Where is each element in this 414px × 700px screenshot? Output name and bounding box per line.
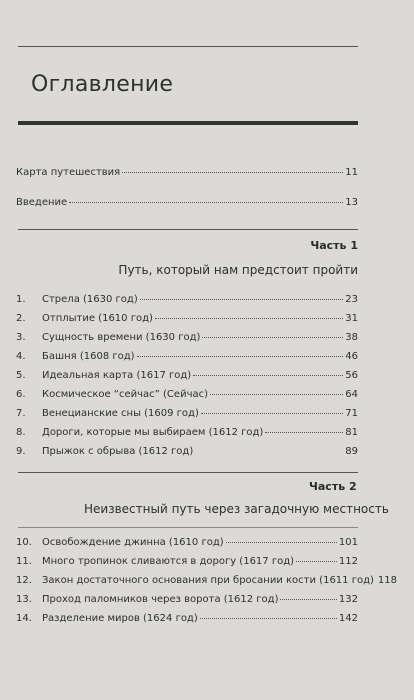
toc-entry[interactable] (16, 556, 358, 567)
entry-page: 101 (338, 537, 358, 548)
toc-entry[interactable] (16, 370, 358, 381)
leader-dots (296, 561, 337, 562)
part-number: Часть 1 (310, 239, 358, 252)
entry-page: 89 (345, 446, 358, 457)
entry-label: Освобождение джинна (1610 год) (42, 537, 224, 548)
entry-label: Сущность времени (1630 год) (42, 332, 201, 343)
chapter-number: 13. (16, 594, 32, 605)
entry-page: 56 (345, 370, 358, 381)
leader-dots (193, 375, 343, 376)
leader-dots (69, 202, 343, 203)
entry-page: 118 (377, 575, 397, 586)
leader-dots (137, 356, 344, 357)
toc-entry[interactable] (16, 446, 358, 457)
part-title: Путь, который нам предстоит пройти (118, 263, 358, 277)
toc-entry[interactable] (16, 575, 397, 586)
entry-label: Проход паломников через ворота (1612 год) (42, 594, 279, 605)
toc-entry[interactable] (16, 408, 358, 419)
entry-page: 46 (345, 351, 358, 362)
chapter-number: 12. (16, 575, 32, 586)
entry-label: Стрела (1630 год) (42, 294, 138, 305)
leader-dots (155, 318, 343, 319)
toc-entry[interactable] (16, 294, 358, 305)
entry-page: 112 (338, 556, 358, 567)
entry-label: Введение (16, 197, 68, 208)
leader-dots (140, 299, 344, 300)
toc-entry[interactable] (16, 537, 358, 548)
toc-entry[interactable] (16, 389, 358, 400)
toc-entry[interactable] (16, 332, 358, 343)
leader-dots (226, 542, 337, 543)
chapter-number: 5. (16, 370, 26, 381)
entry-page: 13 (345, 197, 358, 208)
entry-page: 71 (345, 408, 358, 419)
entry-page: 31 (345, 313, 358, 324)
toc-entry[interactable] (16, 427, 358, 438)
chapter-number: 2. (16, 313, 26, 324)
leader-dots (202, 337, 343, 338)
chapter-number: 8. (16, 427, 26, 438)
leader-dots (200, 618, 337, 619)
toc-entry[interactable] (16, 613, 358, 624)
chapter-number: 6. (16, 389, 26, 400)
entry-page: 142 (338, 613, 358, 624)
page-title: Оглавление (31, 72, 174, 97)
chapter-number: 9. (16, 446, 26, 457)
entry-page: 64 (345, 389, 358, 400)
entry-page: 11 (345, 167, 358, 178)
toc-entry[interactable] (16, 313, 358, 324)
toc-entry[interactable] (16, 167, 358, 178)
entry-page: 38 (345, 332, 358, 343)
leader-dots (195, 451, 343, 452)
leader-dots (280, 599, 336, 600)
chapter-number: 10. (16, 537, 32, 548)
entry-label: Карта путешествия (16, 167, 121, 178)
entry-page: 81 (345, 427, 358, 438)
entry-label: Разделение миров (1624 год) (42, 613, 198, 624)
leader-dots (122, 172, 343, 173)
section-divider (18, 229, 358, 230)
chapter-number: 14. (16, 613, 32, 624)
part-title: Неизвестный путь через загадочную местность (84, 502, 389, 516)
chapter-number: 4. (16, 351, 26, 362)
section-divider (18, 527, 358, 528)
part-number: Часть 2 (309, 480, 357, 493)
entry-page: 23 (345, 294, 358, 305)
top-rule (18, 46, 358, 47)
entry-label: Идеальная карта (1617 год) (42, 370, 192, 381)
entry-label: Башня (1608 год) (42, 351, 135, 362)
toc-entry[interactable] (16, 351, 358, 362)
entry-label: Закон достаточного основания при бросании кости (1611 год) (42, 575, 374, 586)
leader-dots (265, 432, 343, 433)
chapter-number: 1. (16, 294, 26, 305)
entry-label: Много тропинок сливаются в дорогу (1617 год) (42, 556, 295, 567)
leader-dots (201, 413, 343, 414)
entry-label: Прыжок с обрыва (1612 год) (42, 446, 194, 457)
entry-label: Дороги, которые мы выбираем (1612 год) (42, 427, 264, 438)
entry-label: Космическое “сейчас” (Сейчас) (42, 389, 209, 400)
chapter-number: 11. (16, 556, 32, 567)
entry-page: 132 (338, 594, 358, 605)
leader-dots (210, 394, 343, 395)
chapter-number: 7. (16, 408, 26, 419)
entry-label: Отплытие (1610 год) (42, 313, 153, 324)
section-divider (18, 472, 358, 473)
toc-entry[interactable] (16, 594, 358, 605)
toc-entry[interactable] (16, 197, 358, 208)
heading-underline (18, 121, 358, 125)
chapter-number: 3. (16, 332, 26, 343)
entry-label: Венецианские сны (1609 год) (42, 408, 199, 419)
